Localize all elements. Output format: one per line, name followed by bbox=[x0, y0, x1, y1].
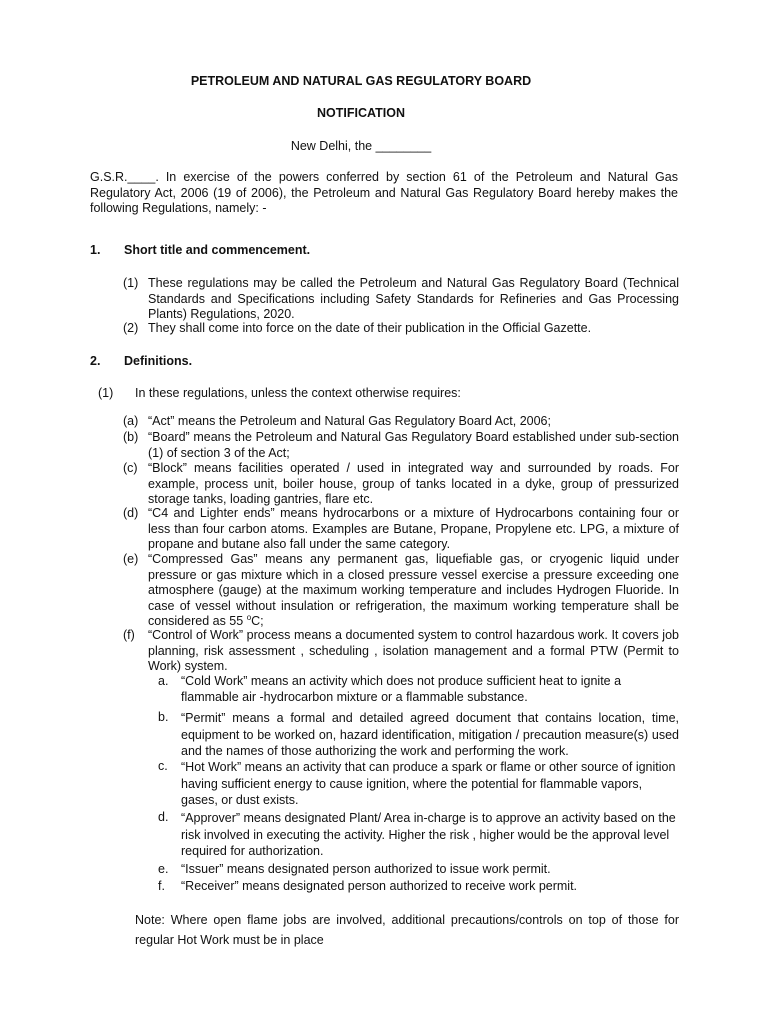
hot-work-note: Note: Where open flame jobs are involved, additional precautions/controls on top of those for regular Hot Work must be in place bbox=[135, 913, 679, 947]
sec2-sub-label: (1) bbox=[98, 386, 114, 400]
def-d-label: (d) bbox=[123, 506, 139, 520]
place-date-line: New Delhi, the ________ bbox=[290, 139, 432, 153]
sec2-sub-text: In these regulations, unless the context otherwise requires: bbox=[135, 386, 461, 400]
cow-b-text: “Permit” means a formal and detailed agreed document that contains location, time, equipment to be worked on, hazard identification, mitigation / precaution measure(s) used and the names of those authorizing the work and performing the work. bbox=[181, 711, 679, 758]
cow-d-label: d. bbox=[158, 810, 169, 824]
def-e-body: “Compressed Gas” means any permanent gas, liquefiable gas, or cryogenic liquid under pressure or gas mixture which in a closed pressure vessel exercise a pressure exceeding one atmosphere (gauge) at the maximum working temperature and includes Hydrogen Fluoride. In case of vessel without insulation or refrigeration, the maximum working temperature shall be considered as 55 bbox=[148, 552, 679, 628]
cow-c-text: “Hot Work” means an activity that can produce a spark or flame or other source of ignition having sufficient energy to cause ignition, where the potential for flammable vapors, gases, or dust exists. bbox=[181, 760, 676, 807]
cow-e-text: “Issuer” means designated person authorized to issue work permit. bbox=[181, 862, 551, 876]
section-1-heading: Short title and commencement. bbox=[124, 243, 311, 257]
def-f-text: “Control of Work” process means a documented system to control hazardous work. It covers job planning, risk assessment , scheduling , isolation management and a formal PTW (Permit to Work) system. bbox=[148, 628, 679, 673]
notification-heading: NOTIFICATION bbox=[317, 106, 405, 120]
cow-a-text: “Cold Work” means an activity which does not produce sufficient heat to ignite a flammable air -hydrocarbon mixture or a flammable substance. bbox=[181, 674, 622, 704]
def-c-label: (c) bbox=[123, 461, 138, 475]
section-1-number: 1. bbox=[90, 243, 101, 257]
cow-b-label: b. bbox=[158, 710, 169, 724]
sec1-item-1-label: (1) bbox=[123, 276, 139, 290]
preamble-paragraph: G.S.R.____. In exercise of the powers conferred by section 61 of the Petroleum and Natural Gas Regulatory Act, 2006 (19 of 2006), the Petroleum and Natural Gas Regulatory Board hereby makes the following Regulations, namely: - bbox=[90, 170, 678, 215]
cow-f-label: f. bbox=[158, 879, 165, 893]
def-e-degree-sup: o bbox=[246, 612, 252, 622]
sec1-item-1-text: These regulations may be called the Petroleum and Natural Gas Regulatory Board (Technical Standards and Specifications including Safety Standards for Refineries and Gas Processing Plants) Regulations, 2020. bbox=[148, 276, 679, 321]
def-e-label: (e) bbox=[123, 552, 139, 566]
def-b-label: (b) bbox=[123, 430, 139, 444]
section-2-heading: Definitions. bbox=[124, 354, 193, 368]
def-f-label: (f) bbox=[123, 628, 135, 642]
cow-e-label: e. bbox=[158, 862, 169, 876]
def-e-text bbox=[148, 552, 679, 630]
def-e-unit: C; bbox=[251, 614, 264, 628]
section-2-number: 2. bbox=[90, 354, 101, 368]
sec1-item-2-text: They shall come into force on the date of their publication in the Official Gazette. bbox=[148, 321, 592, 335]
cow-f-text: “Receiver” means designated person authorized to receive work permit. bbox=[181, 879, 578, 893]
def-b-text: “Board” means the Petroleum and Natural Gas Regulatory Board established under sub-section (1) of section 3 of the Act; bbox=[148, 430, 679, 460]
def-a-label: (a) bbox=[123, 414, 139, 428]
sec1-item-2-label: (2) bbox=[123, 321, 139, 335]
cow-a-label: a. bbox=[158, 674, 169, 688]
cow-c-label: c. bbox=[158, 759, 168, 773]
def-d-text: “C4 and Lighter ends” means hydrocarbons or a mixture of Hydrocarbons containing four or less than four carbon atoms. Examples are Butane, Propane, Propylene etc. LPG, a mixture of propane and butane also fall under the same category. bbox=[148, 506, 679, 551]
def-c-text: “Block” means facilities operated / used in integrated way and surrounded by roads. For example, process unit, boiler house, group of tanks located in a dyke, group of pressurized storage tanks, loading gantries, flare etc. bbox=[148, 461, 679, 506]
def-a-text: “Act” means the Petroleum and Natural Gas Regulatory Board Act, 2006; bbox=[148, 414, 551, 428]
board-title: PETROLEUM AND NATURAL GAS REGULATORY BOARD bbox=[190, 74, 532, 88]
cow-d-text: “Approver” means designated Plant/ Area in-charge is to approve an activity based on the risk involved in executing the activity. Higher the risk , higher would be the approval level required for authorization. bbox=[181, 811, 676, 858]
